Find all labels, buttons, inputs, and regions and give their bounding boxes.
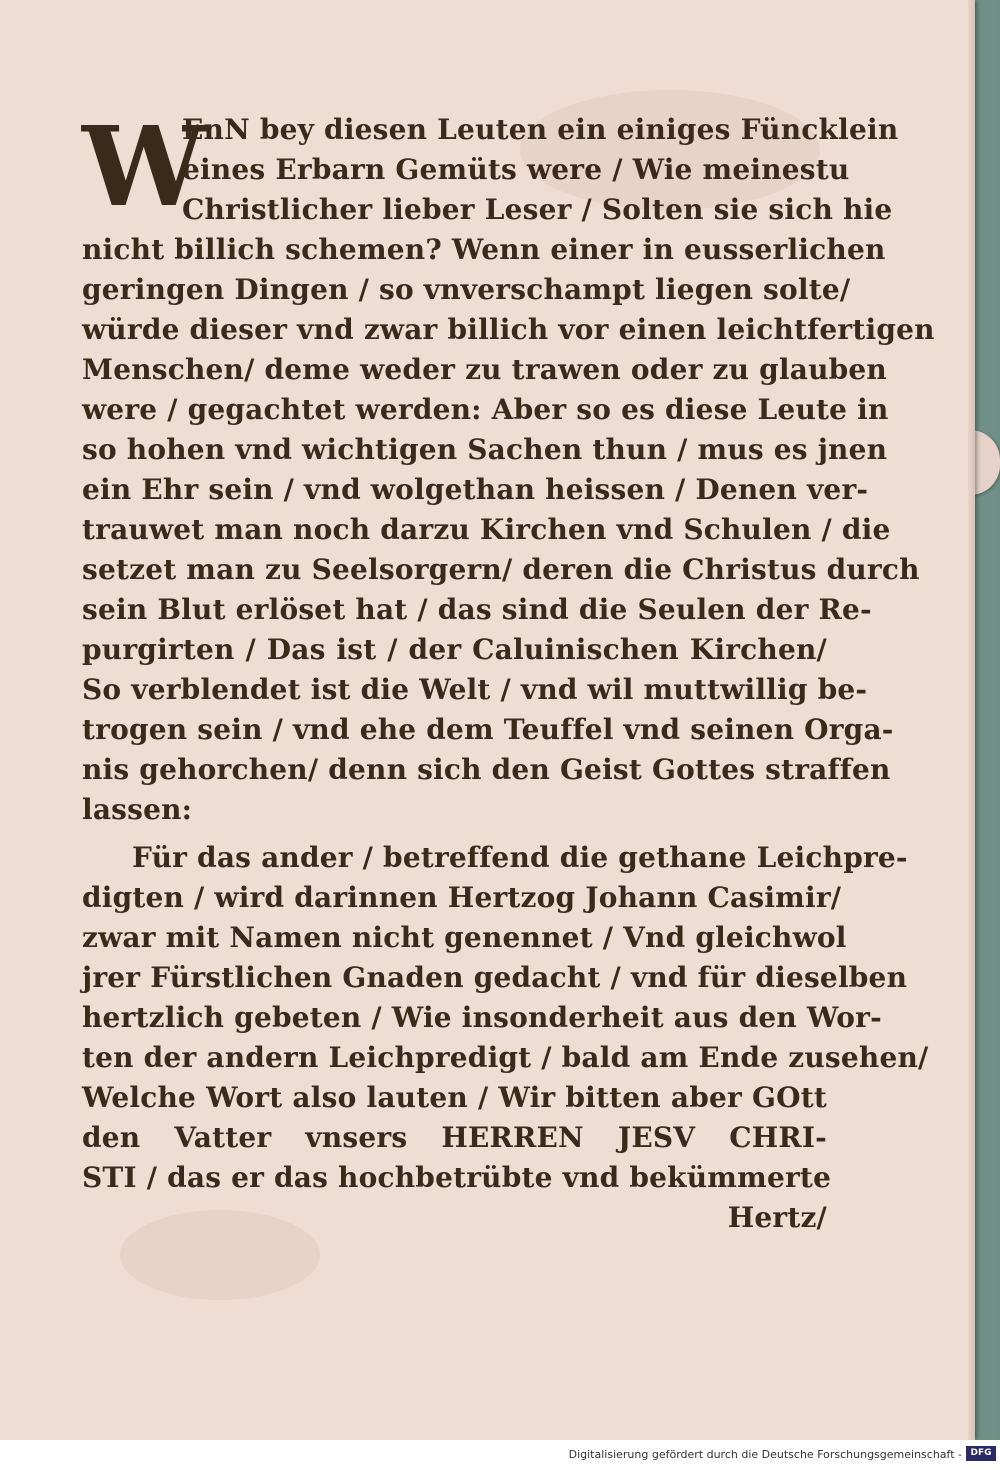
page-text [82, 102, 935, 1238]
text-line: purgirten / Das ist / der Caluinischen Kirchen/ [82, 633, 827, 666]
digitization-footer [0, 1440, 1000, 1470]
dfg-logo: DFG [966, 1446, 996, 1461]
text-line: trogen sein / vnd ehe dem Teuffel vnd seinen Orga- [82, 713, 894, 746]
text-line: Für das ander / betreffend die gethane Leichpre- [132, 841, 908, 874]
text-line: digten / wird darinnen Hertzog Johann Casimir/ [82, 881, 842, 914]
text-line: ein Ehr sein / vnd wolgethan heissen / Denen ver- [82, 473, 869, 506]
text-line: were / gegachtet werden: Aber so es diese Leute in [82, 393, 889, 426]
text-line: nis gehorchen/ denn sich den Geist Gottes straffen [82, 753, 891, 786]
text-line: Menschen/ deme weder zu trawen oder zu glauben [82, 353, 887, 386]
funding-note: Digitalisierung gefördert durch die Deutsche Forschungsgemeinschaft - [568, 1448, 962, 1461]
text-line: Welche Wort also lauten / Wir bitten aber GOtt [82, 1081, 827, 1114]
text-line: STI / das er das hochbetrübte vnd bekümmerte [82, 1161, 832, 1194]
text-line: nicht billich schemen? Wenn einer in eusserlichen [82, 233, 886, 266]
catchword: Hertz/ [727, 1201, 827, 1234]
text-line: eines Erbarn Gemüts were / Wie meinestu [182, 153, 850, 186]
text-line: So verblendet ist die Welt / vnd wil muttwillig be- [82, 673, 868, 706]
text-line: setzet man zu Seelsorgern/ deren die Christus durch [82, 553, 920, 586]
text-line: EnN bey diesen Leuten ein einiges Füncklein [182, 113, 899, 146]
text-line: lassen: [82, 793, 193, 826]
text-line: trauwet man noch darzu Kirchen vnd Schulen / die [82, 513, 891, 546]
text-line: geringen Dingen / so vnverschampt liegen solte/ [82, 273, 851, 306]
text-line: so hohen vnd wichtigen Sachen thun / mus es jnen [82, 433, 888, 466]
page-right-edge [968, 0, 975, 1440]
drop-cap-initial: W [82, 102, 206, 231]
text-line: Christlicher lieber Leser / Solten sie sich hie [182, 193, 893, 226]
paragraph-2 [82, 838, 929, 1238]
text-line: jrer Fürstlichen Gnaden gedacht / vnd für dieselben [82, 961, 908, 994]
text-line: sein Blut erlöset hat / das sind die Seulen der Re- [82, 593, 872, 626]
text-line: ten der andern Leichpredigt / bald am Ende zusehen/ [82, 1041, 929, 1074]
text-line: den Vatter vnsers HERREN JESV CHRI- [82, 1121, 827, 1154]
text-line: würde dieser vnd zwar billich vor einen leichtfertigen [82, 313, 935, 346]
text-line: zwar mit Namen nicht genennet / Vnd gleichwol [82, 921, 847, 954]
text-line: hertzlich gebeten / Wie insonderheit aus den Wor- [82, 1001, 882, 1034]
